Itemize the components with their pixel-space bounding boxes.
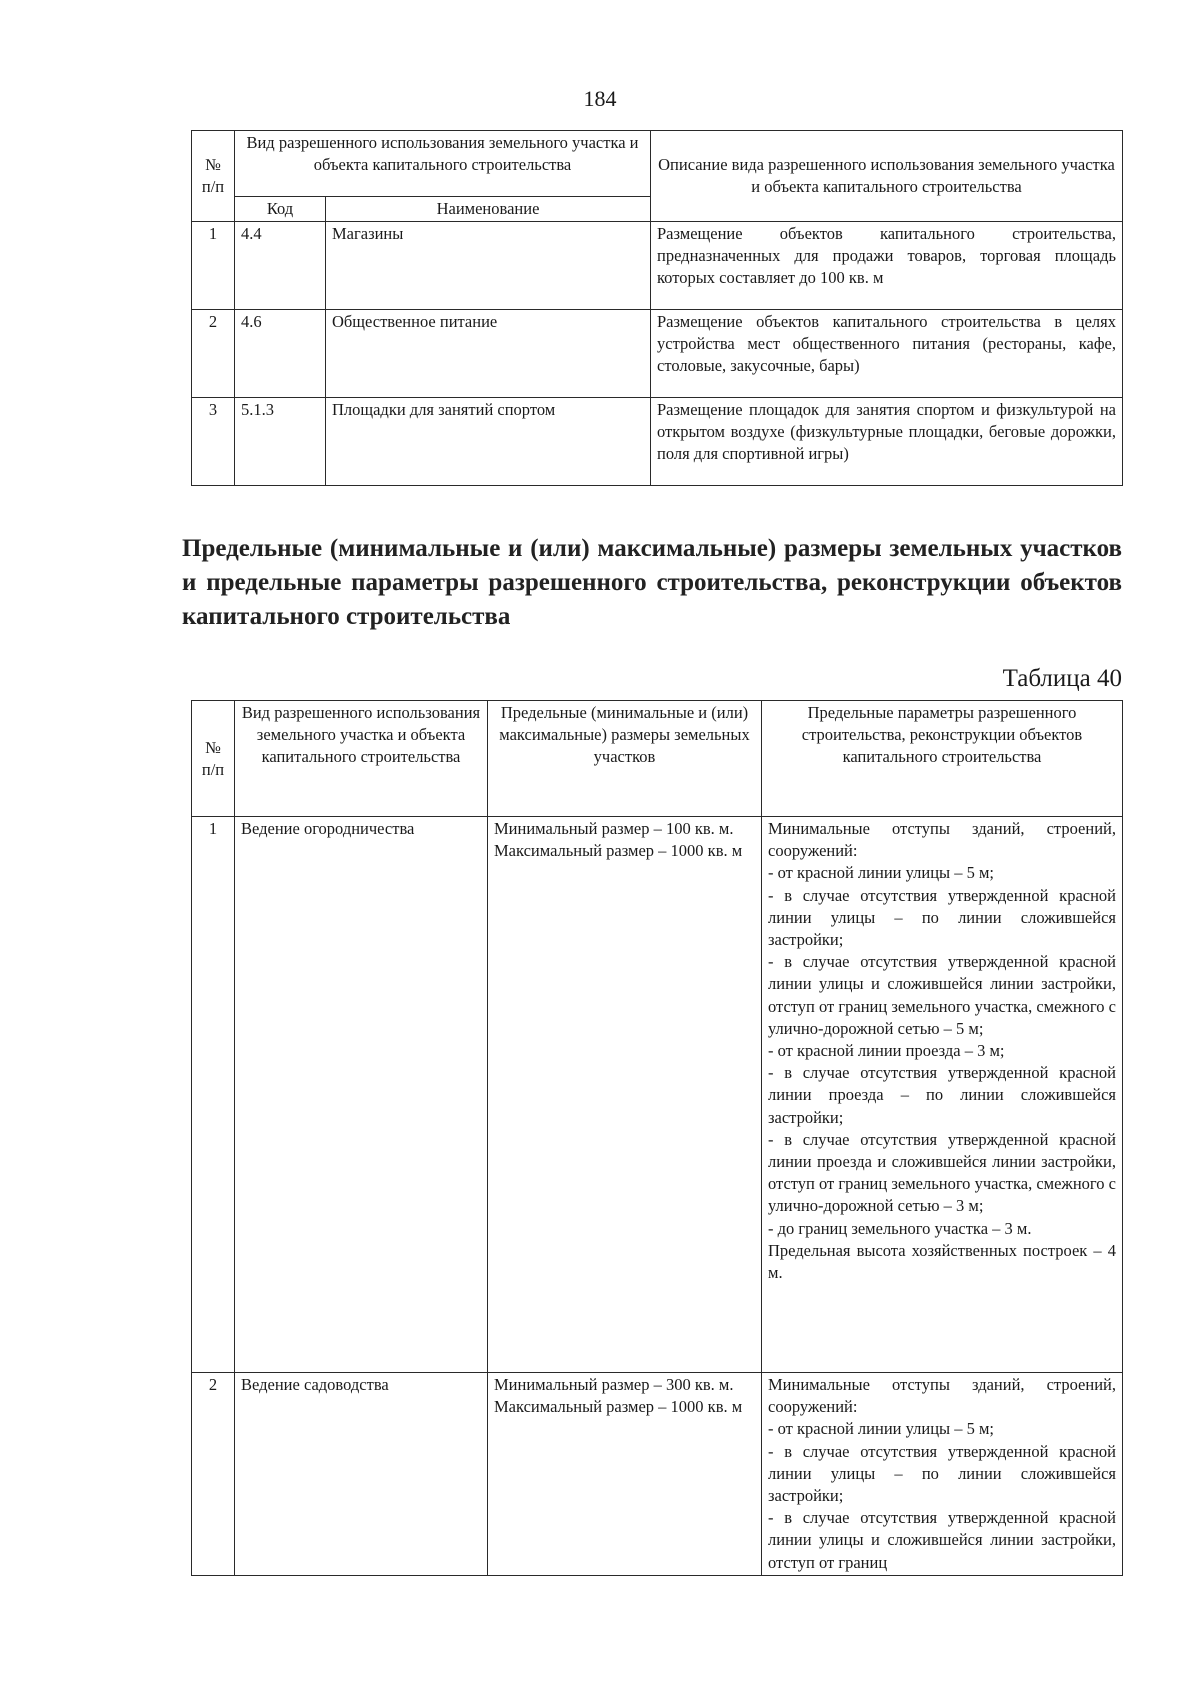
param-line: Минимальные отступы зданий, строений, сооружений:: [768, 819, 1116, 861]
row-name: Общественное питание: [326, 310, 651, 398]
header-parameters: Предельные параметры разрешенного строительства, реконструкции объектов капитального строительства: [762, 701, 1123, 817]
table-label: Таблица 40: [1002, 665, 1122, 692]
table-row: [192, 310, 1123, 398]
table-row: [192, 222, 1123, 310]
table-row: [192, 1373, 1123, 1576]
table-row: [192, 817, 1123, 1373]
row-description: Размещение площадок для занятия спортом и физкультурой на открытом воздухе (физкультурные площадки, беговые дорожки, поля для спортивной игры): [651, 398, 1123, 486]
limit-parameters-table: [191, 700, 1123, 1576]
row-use-type: Ведение огородничества: [235, 817, 488, 1373]
row-name: Магазины: [326, 222, 651, 310]
row-code: 4.6: [235, 310, 326, 398]
size-line: Максимальный размер – 1000 кв. м: [494, 841, 743, 861]
header-number: № п/п: [192, 131, 235, 222]
row-description: Размещение объектов капитального строительства, предназначенных для продажи товаров, торговая площадь которых составляет до 100 кв. м: [651, 222, 1123, 310]
param-line: Предельная высота хозяйственных построек – 4 м.: [768, 1240, 1116, 1283]
header-number: № п/п: [192, 701, 235, 817]
header-code: Код: [235, 197, 326, 222]
param-line: - до границ земельного участка – 3 м.: [768, 1218, 1032, 1238]
size-line: Минимальный размер – 300 кв. м.: [494, 1375, 734, 1394]
size-line: Максимальный размер – 1000 кв. м: [494, 1397, 743, 1417]
param-line: - в случае отсутствия утвержденной красной линии проезда и сложившейся линии застройки, отступ от границ земельного участка, смежного с улично-дорожной сетью – 3 м;: [768, 1129, 1116, 1216]
param-line: Минимальные отступы зданий, строений, сооружений:: [768, 1375, 1116, 1417]
row-number: 2: [192, 1373, 235, 1576]
param-line: - в случае отсутствия утвержденной красной линии улицы – по линии сложившейся застройки;: [768, 1441, 1116, 1506]
row-code: 4.4: [235, 222, 326, 310]
row-use-type: Ведение садоводства: [235, 1373, 488, 1576]
param-line: - в случае отсутствия утвержденной красной линии улицы и сложившейся линии застройки, отступ от границ: [768, 1508, 1116, 1572]
row-name: Площадки для занятий спортом: [326, 398, 651, 486]
header-use-type: Вид разрешенного использования земельного участка и объекта капитального строительства: [235, 701, 488, 817]
row-sizes: [488, 1373, 762, 1576]
param-line: - от красной линии улицы – 5 м;: [768, 863, 995, 883]
row-number: 1: [192, 817, 235, 1373]
row-sizes: [488, 817, 762, 1373]
row-parameters: [762, 817, 1123, 1373]
header-name: Наименование: [326, 197, 651, 222]
header-description: Описание вида разрешенного использования земельного участка и объекта капитального строительства: [651, 131, 1123, 222]
param-line: - от красной линии проезда – 3 м;: [768, 1041, 1005, 1061]
table-row: [192, 398, 1123, 486]
row-description: Размещение объектов капитального строительства в целях устройства мест общественного питания (рестораны, кафе, столовые, закусочные, бары): [651, 310, 1123, 398]
row-parameters: [762, 1373, 1123, 1576]
param-line: - в случае отсутствия утвержденной красной линии улицы и сложившейся линии застройки, отступ от границ земельного участка, смежного с улично-дорожной сетью – 5 м;: [768, 952, 1116, 1038]
permitted-use-table: [191, 130, 1123, 486]
param-line: - от красной линии улицы – 5 м;: [768, 1419, 995, 1439]
header-sizes: Предельные (минимальные и (или) максимальные) размеры земельных участков: [488, 701, 762, 817]
param-line: - в случае отсутствия утвержденной красной линии улицы – по линии сложившейся застройки;: [768, 885, 1116, 950]
page-number: 184: [583, 86, 617, 111]
header-use-type-group: Вид разрешенного использования земельного участка и объекта капитального строительства: [235, 131, 651, 197]
row-code: 5.1.3: [235, 398, 326, 486]
param-line: - в случае отсутствия утвержденной красной линии проезда – по линии сложившейся застройки;: [768, 1063, 1116, 1127]
section-heading: Предельные (минимальные и (или) максимальные) размеры земельных участков и предельные параметры разрешенного строительства, реконструкции объектов капитального строительства: [182, 535, 1122, 630]
row-number: 3: [192, 398, 235, 486]
row-number: 1: [192, 222, 235, 310]
row-number: 2: [192, 310, 235, 398]
size-line: Минимальный размер – 100 кв. м.: [494, 819, 734, 838]
